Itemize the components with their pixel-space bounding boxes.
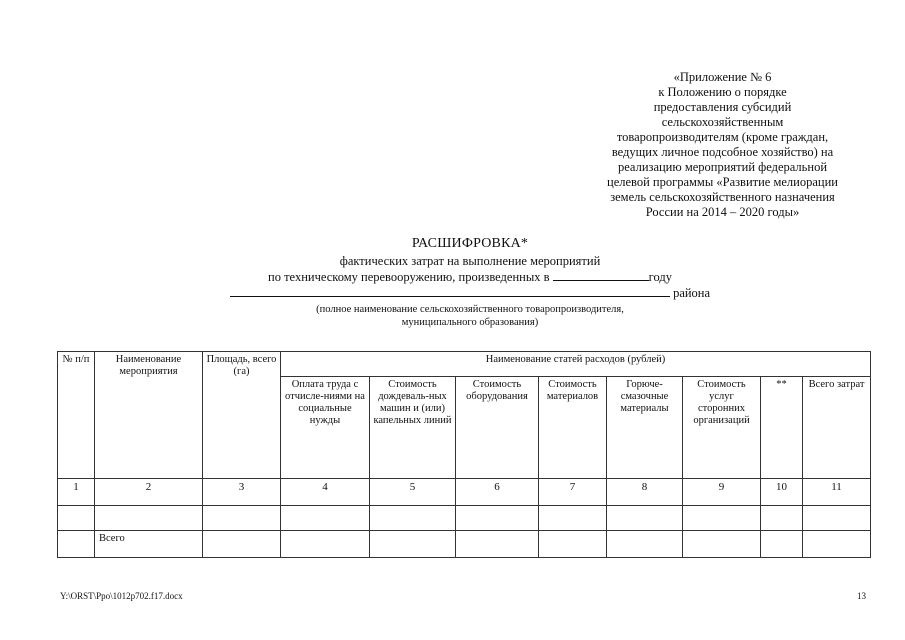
subheader-cell: **	[761, 377, 803, 479]
appendix-line: реализацию мероприятий федеральной	[617, 160, 828, 174]
table-cell[interactable]	[58, 531, 95, 558]
table-cell[interactable]	[761, 531, 803, 558]
column-number: 5	[370, 479, 456, 506]
subheader-cell: Всего затрат	[803, 377, 871, 479]
header-name: Наименование мероприятия	[95, 352, 203, 479]
title-line-2: фактических затрат на выполнение мероприятий	[339, 254, 601, 268]
producer-name-blank-field[interactable]	[230, 285, 670, 297]
title-line-3	[200, 269, 740, 285]
column-number: 10	[761, 479, 803, 506]
subheader-cell: Оплата труда с отчисле-ниями на социальные нужды	[281, 377, 370, 479]
column-number: 1	[58, 479, 95, 506]
footer-file-path: Y:\ORST\Ppo\1012p702.f17.docx	[60, 591, 183, 601]
table-cell[interactable]	[95, 506, 203, 531]
header-expense-group: Наименование статей расходов (рублей)	[281, 352, 871, 377]
column-number: 9	[683, 479, 761, 506]
appendix-line: ведущих личное подсобное хозяйство) на	[611, 145, 834, 159]
subheader-cell: Горюче-смазочные материалы	[607, 377, 683, 479]
table-cell[interactable]	[683, 506, 761, 531]
title-line-4-suffix: района	[673, 286, 711, 300]
table-cell[interactable]	[281, 531, 370, 558]
column-number: 11	[803, 479, 871, 506]
expenses-table	[57, 351, 871, 558]
column-number: 6	[456, 479, 539, 506]
column-number: 7	[539, 479, 607, 506]
page-number: 13	[857, 591, 866, 601]
table-cell[interactable]	[456, 506, 539, 531]
title-line-3-suffix: году	[648, 270, 672, 284]
table-cell[interactable]	[607, 506, 683, 531]
year-blank-field[interactable]	[553, 269, 649, 281]
header-area: Площадь, всего (га)	[203, 352, 281, 479]
appendix-line: России на 2014 – 2020 годы»	[645, 205, 800, 219]
table-cell[interactable]	[803, 531, 871, 558]
column-number: 3	[203, 479, 281, 506]
table-cell[interactable]	[607, 531, 683, 558]
document-title-block	[200, 235, 740, 329]
table-cell[interactable]	[370, 506, 456, 531]
appendix-line: к Положению о порядке	[658, 85, 787, 99]
title-note-line-2: муниципального образования)	[401, 317, 539, 328]
appendix-header	[560, 70, 885, 220]
header-num: № п/п	[58, 352, 95, 479]
column-number: 2	[95, 479, 203, 506]
title-line-4	[200, 285, 740, 301]
appendix-line: земель сельскохозяйственного назначения	[610, 190, 835, 204]
total-label: Всего	[95, 531, 203, 558]
table-cell[interactable]	[281, 506, 370, 531]
subheader-cell: Стоимость дождеваль-ных машин и (или) капельных линий	[370, 377, 456, 479]
table-cell[interactable]	[370, 531, 456, 558]
document-title: РАСШИФРОВКА*	[411, 236, 529, 251]
appendix-line: «Приложение № 6	[673, 70, 772, 84]
table-cell[interactable]	[683, 531, 761, 558]
table-cell[interactable]	[58, 506, 95, 531]
column-number: 4	[281, 479, 370, 506]
table-cell[interactable]	[203, 531, 281, 558]
table-cell[interactable]	[539, 531, 607, 558]
subheader-cell: Стоимость услуг сторонних организаций	[683, 377, 761, 479]
column-number: 8	[607, 479, 683, 506]
title-note-line-1: (полное наименование сельскохозяйственного товаропроизводителя,	[316, 304, 624, 315]
subheader-cell: Стоимость оборудования	[456, 377, 539, 479]
title-note	[200, 303, 740, 329]
table-row	[58, 506, 871, 531]
appendix-line: целевой программы «Развитие мелиорации	[607, 175, 838, 189]
table-cell[interactable]	[761, 506, 803, 531]
title-line-3-prefix: по техническому перевооружению, произведенных в	[268, 270, 550, 284]
appendix-line: предоставления субсидий	[653, 100, 792, 114]
appendix-line: товаропроизводителям (кроме граждан,	[616, 130, 829, 144]
table-cell[interactable]	[803, 506, 871, 531]
table-cell[interactable]	[203, 506, 281, 531]
total-row	[58, 531, 871, 558]
column-number-row	[58, 479, 871, 506]
table-header-row	[58, 352, 871, 377]
table-cell[interactable]	[456, 531, 539, 558]
subheader-cell: Стоимость материалов	[539, 377, 607, 479]
table-cell[interactable]	[539, 506, 607, 531]
appendix-line: сельскохозяйственным	[661, 115, 784, 129]
